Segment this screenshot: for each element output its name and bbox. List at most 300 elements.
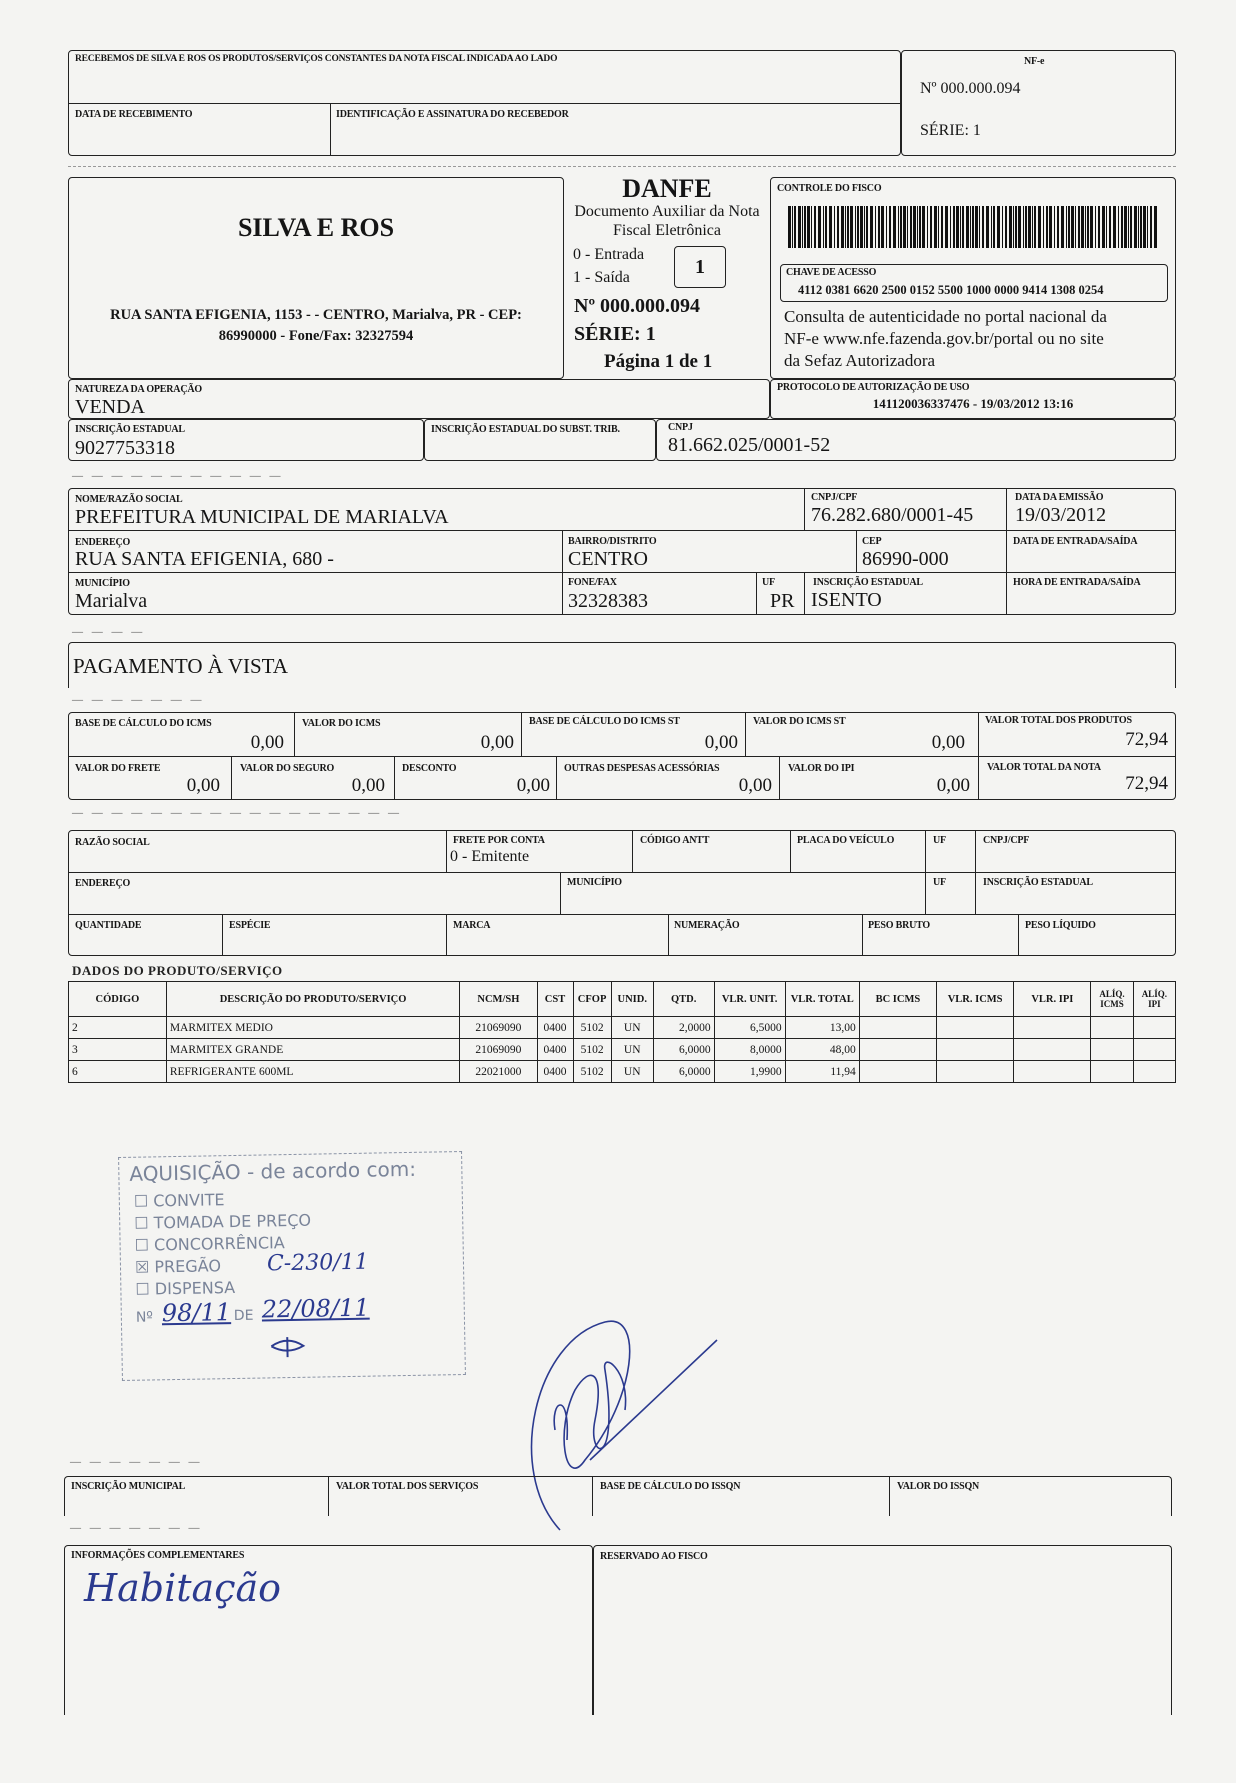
table-cell <box>1091 1039 1133 1061</box>
barcode-bar <box>889 206 891 248</box>
products-table <box>68 981 1176 1083</box>
access-key: 4112 0381 6620 2500 0152 5500 1000 0000 9414 1308 0254 <box>798 283 1104 297</box>
barcode-bar <box>811 206 812 248</box>
table-cell <box>937 1039 1014 1061</box>
barcode-bar <box>1032 206 1033 248</box>
issqn-value-label: VALOR DO ISSQN <box>897 1481 980 1492</box>
barcode-bar <box>993 206 995 248</box>
transport-ie-label: INSCRIÇÃO ESTADUAL <box>983 877 1093 888</box>
barcode-bar <box>825 206 827 248</box>
table-cell: 5102 <box>573 1039 611 1061</box>
barcode-bar <box>834 206 835 248</box>
barcode-bar <box>945 206 948 248</box>
col-cfop: CFOP <box>573 982 611 1017</box>
barcode-bar <box>1109 206 1111 248</box>
barcode-bar <box>1028 206 1031 248</box>
stamp-number-prefix: Nº <box>135 1309 154 1326</box>
recipient-ie-label: INSCRIÇÃO ESTADUAL <box>813 577 923 588</box>
table-cell: 1,9900 <box>714 1061 785 1083</box>
divider <box>975 830 976 914</box>
issuer-address-line2: 86990000 - Fone/Fax: 32327594 <box>218 328 414 344</box>
col-aliq-ipi: ALÍQ. IPI <box>1133 982 1175 1017</box>
barcode-bar <box>855 206 856 248</box>
issqn-section-title: — — — — — — — <box>70 1456 203 1468</box>
col-icms: VLR. ICMS <box>937 982 1014 1017</box>
barcode-bar <box>1154 206 1157 248</box>
table-row <box>69 1039 1176 1061</box>
freight-by: 0 - Emitente <box>450 848 530 865</box>
barcode-bar <box>847 206 849 248</box>
divider <box>68 914 1176 915</box>
barcode-bar <box>829 206 832 248</box>
entry-date-label: DATA DE ENTRADA/SAÍDA <box>1013 536 1138 547</box>
plate-label: PLACA DO VEÍCULO <box>797 835 895 846</box>
transport-cnpj-label: CNPJ/CPF <box>983 835 1030 846</box>
table-cell: MARMITEX MEDIO <box>166 1017 459 1039</box>
ie-value: 9027753318 <box>75 437 175 459</box>
freight: 0,00 <box>186 775 220 796</box>
divider <box>330 103 331 156</box>
danfe-subtitle-1: Documento Auxiliar da Nota <box>574 203 760 220</box>
cut-line <box>68 166 1176 167</box>
carrier-name-label: RAZÃO SOCIAL <box>75 837 150 848</box>
base-icms-st: 0,00 <box>704 732 738 753</box>
cep: 86990-000 <box>862 548 949 570</box>
district: CENTRO <box>568 548 648 570</box>
table-cell: REFRIGERANTE 600ML <box>166 1061 459 1083</box>
barcode-bar <box>798 206 801 248</box>
services-total-label: VALOR TOTAL DOS SERVIÇOS <box>336 1481 479 1492</box>
divider <box>925 830 926 914</box>
table-cell <box>859 1061 936 1083</box>
entry-time-label: HORA DE ENTRADA/SAÍDA <box>1013 577 1141 588</box>
acquisition-stamp <box>118 1151 466 1381</box>
fisco-control-label: CONTROLE DO FISCO <box>777 183 882 194</box>
issuer-box <box>68 177 564 379</box>
barcode-bar <box>1009 206 1012 248</box>
barcode-bar <box>1113 206 1116 248</box>
net-weight-label: PESO LÍQUIDO <box>1025 920 1096 931</box>
discount: 0,00 <box>516 775 550 796</box>
col-unit: UNID. <box>611 982 653 1017</box>
transport-city-label: MUNICÍPIO <box>567 877 622 888</box>
cep-label: CEP <box>862 536 882 547</box>
col-qty: QTD. <box>653 982 714 1017</box>
table-cell: MARMITEX GRANDE <box>166 1039 459 1061</box>
divider <box>446 914 447 956</box>
barcode-bar <box>794 206 796 248</box>
issuer-cnpj-value: 81.662.025/0001-52 <box>668 434 831 456</box>
divider <box>632 830 633 872</box>
gross-weight-label: PESO BRUTO <box>868 920 930 931</box>
barcode-bar <box>792 206 793 248</box>
other-expenses: 0,00 <box>738 775 772 796</box>
reserved-fisco-box <box>593 1545 1172 1715</box>
divider <box>231 756 232 800</box>
divider <box>562 530 563 615</box>
divider <box>745 712 746 756</box>
barcode-bar <box>953 206 955 248</box>
barcode-bar <box>878 206 880 248</box>
transport-uf-label: UF <box>933 835 946 846</box>
total-note: 72,94 <box>1125 773 1168 794</box>
table-cell <box>1133 1039 1175 1061</box>
table-row <box>69 1061 1176 1083</box>
barcode-bar <box>982 206 984 248</box>
ie-label: INSCRIÇÃO ESTADUAL <box>75 424 185 435</box>
ie-st-label: INSCRIÇÃO ESTADUAL DO SUBST. TRIB. <box>431 424 620 435</box>
ipi-label: VALOR DO IPI <box>788 763 855 774</box>
divider <box>889 1476 890 1516</box>
numbering-label: NUMERAÇÃO <box>674 920 740 931</box>
products-header-row <box>69 982 1176 1017</box>
barcode-bar <box>898 206 899 248</box>
barcode-bar <box>837 206 839 248</box>
danfe-exit: 1 - Saída <box>573 269 630 286</box>
divider <box>756 572 757 615</box>
divider <box>668 914 669 956</box>
products-section-title: DADOS DO PRODUTO/SERVIÇO <box>72 963 283 978</box>
barcode-bar <box>1034 206 1036 248</box>
barcode-bar <box>1061 206 1064 248</box>
barcode-bar <box>804 206 806 248</box>
table-cell: UN <box>611 1017 653 1039</box>
barcode-bar <box>1038 206 1041 248</box>
barcode-bar <box>1090 206 1093 248</box>
table-cell <box>859 1017 936 1039</box>
antt-label: CÓDIGO ANTT <box>640 835 710 846</box>
danfe-title: DANFE <box>622 174 712 203</box>
icms-st-label: VALOR DO ICMS ST <box>753 716 846 727</box>
issuer-address-line1: RUA SANTA EFIGENIA, 1153 - - CENTRO, Marialva, PR - CEP: <box>110 307 522 323</box>
divider <box>68 756 1176 757</box>
barcode-bar <box>850 206 853 248</box>
danfe-type-value: 1 <box>695 256 705 278</box>
divider <box>68 572 1176 573</box>
table-cell: 0400 <box>537 1017 573 1039</box>
protocol-label: PROTOCOLO DE AUTORIZAÇÃO DE USO <box>777 382 970 393</box>
barcode-bar <box>845 206 846 248</box>
table-cell <box>937 1061 1014 1083</box>
barcode-bar <box>919 206 921 248</box>
col-ipi: VLR. IPI <box>1014 982 1091 1017</box>
barcode-bar <box>1023 206 1024 248</box>
base-icms: 0,00 <box>250 732 284 753</box>
barcode-bar <box>1121 206 1123 248</box>
barcode-bar <box>941 206 943 248</box>
protocol-value: 141120036337476 - 19/03/2012 13:16 <box>872 396 1074 411</box>
barcode-bar <box>1057 206 1059 248</box>
danfe-number: Nº 000.000.094 <box>574 295 701 317</box>
barcode-bar <box>1043 206 1044 248</box>
barcode-bar <box>1150 206 1152 248</box>
table-cell: 48,00 <box>785 1039 859 1061</box>
payment-method: PAGAMENTO À VISTA <box>73 654 288 678</box>
barcode-bar <box>922 206 925 248</box>
table-cell <box>1133 1061 1175 1083</box>
barcode-bar <box>814 206 816 248</box>
barcode-bar <box>1013 206 1014 248</box>
receipt-date-label: DATA DE RECEBIMENTO <box>75 109 193 120</box>
icms: 0,00 <box>480 732 514 753</box>
barcode-bar <box>886 206 887 248</box>
barcode <box>788 206 1158 248</box>
insurance: 0,00 <box>351 775 385 796</box>
nfe-number: Nº 000.000.094 <box>920 80 1021 97</box>
barcode-bar <box>860 206 863 248</box>
barcode-bar <box>972 206 974 248</box>
city-label: MUNICÍPIO <box>75 578 130 589</box>
nature-value: VENDA <box>75 396 145 418</box>
issuer-cnpj-label: CNPJ <box>668 422 693 433</box>
additional-section-title: — — — — — — — <box>70 1522 203 1534</box>
barcode-bar <box>1015 206 1017 248</box>
barcode-bar <box>857 206 859 248</box>
brand-label: MARCA <box>453 920 491 931</box>
barcode-bar <box>1046 206 1048 248</box>
barcode-bar <box>1068 206 1070 248</box>
divider <box>328 1476 329 1516</box>
table-cell <box>1014 1017 1091 1039</box>
divider <box>779 756 780 800</box>
barcode-bar <box>788 206 791 248</box>
col-total: VLR. TOTAL <box>785 982 859 1017</box>
nature-label: NATUREZA DA OPERAÇÃO <box>75 384 202 395</box>
transport-address-label: ENDEREÇO <box>75 878 131 889</box>
barcode-bar <box>903 206 906 248</box>
table-cell <box>1091 1017 1133 1039</box>
base-icms-label: BASE DE CÁLCULO DO ICMS <box>75 718 212 729</box>
divider <box>1006 488 1007 615</box>
table-cell: 11,94 <box>785 1061 859 1083</box>
barcode-bar <box>1130 206 1132 248</box>
barcode-bar <box>1078 206 1080 248</box>
table-cell <box>1091 1061 1133 1083</box>
barcode-bar <box>979 206 980 248</box>
uf: PR <box>770 590 795 612</box>
barcode-bar <box>1118 206 1119 248</box>
divider <box>521 712 522 756</box>
barcode-bar <box>917 206 918 248</box>
barcode-bar <box>956 206 959 248</box>
stamp-option-tomada: ☐ TOMADA DE PREÇO <box>134 1210 312 1233</box>
table-cell: 21069090 <box>460 1017 537 1039</box>
divider <box>862 914 863 956</box>
recipient-ie: ISENTO <box>811 589 882 611</box>
stamp-option-dispensa: ☐ DISPENSA <box>135 1277 236 1299</box>
barcode-bar <box>802 206 803 248</box>
table-cell: 6,0000 <box>653 1039 714 1061</box>
col-unit-price: VLR. UNIT. <box>714 982 785 1017</box>
barcode-bar <box>910 206 912 248</box>
total-note-label: VALOR TOTAL DA NOTA <box>987 762 1101 773</box>
divider <box>294 712 295 756</box>
divider <box>68 872 1176 873</box>
freight-label: VALOR DO FRETE <box>75 763 161 774</box>
divider <box>804 488 805 530</box>
barcode-bar <box>991 206 992 248</box>
table-cell: UN <box>611 1061 653 1083</box>
quantity-label: QUANTIDADE <box>75 920 142 931</box>
icms-label: VALOR DO ICMS <box>302 718 381 729</box>
city: Marialva <box>75 590 148 612</box>
table-cell: 22021000 <box>460 1061 537 1083</box>
discount-label: DESCONTO <box>402 763 457 774</box>
barcode-bar <box>907 206 908 248</box>
table-cell: 21069090 <box>460 1039 537 1061</box>
divider <box>1018 914 1019 956</box>
barcode-bar <box>1081 206 1084 248</box>
recipient-section-title: — — — — — — — — — — — <box>72 470 284 482</box>
transport-box <box>68 830 1176 956</box>
nfe-series: SÉRIE: 1 <box>920 122 981 139</box>
freight-by-label: FRETE POR CONTA <box>453 835 545 846</box>
stamp-pregao-note: C-230/11 <box>266 1249 369 1277</box>
table-cell: 5102 <box>573 1061 611 1083</box>
barcode-bar <box>1143 206 1146 248</box>
divider <box>68 530 1176 531</box>
invoice-section-title: — — — — <box>72 626 146 638</box>
barcode-bar <box>893 206 896 248</box>
col-bc-icms: BC ICMS <box>859 982 936 1017</box>
barcode-bar <box>807 206 810 248</box>
recipient-address-label: ENDEREÇO <box>75 537 131 548</box>
barcode-bar <box>823 206 824 248</box>
recipient-address: RUA SANTA EFIGENIA, 680 - <box>75 548 334 570</box>
danfe-subtitle-2: Fiscal Eletrônica <box>613 222 721 239</box>
stamp-option-label: PREGÃO <box>154 1256 222 1277</box>
barcode-bar <box>1049 206 1052 248</box>
barcode-bar <box>1018 206 1021 248</box>
stamp-option-label: TOMADA DE PREÇO <box>153 1210 312 1233</box>
stamp-option-label: CONCORRÊNCIA <box>153 1233 285 1255</box>
issqn-base-label: BASE DE CÁLCULO DO ISSQN <box>600 1481 741 1492</box>
transport-section-title: — — — — — — — — — — — — — — — — — <box>72 807 402 819</box>
barcode-bar <box>962 206 964 248</box>
danfe-entry: 0 - Entrada <box>573 246 645 263</box>
divider <box>856 530 857 572</box>
col-aliq-icms: ALÍQ. ICMS <box>1091 982 1133 1017</box>
barcode-bar <box>1087 206 1089 248</box>
divider <box>592 1476 593 1516</box>
stamp-option-label: DISPENSA <box>154 1277 236 1299</box>
table-cell: 6 <box>69 1061 167 1083</box>
barcode-bar <box>913 206 916 248</box>
barcode-bar <box>841 206 844 248</box>
col-description: DESCRIÇÃO DO PRODUTO/SERVIÇO <box>166 982 459 1017</box>
barcode-bar <box>866 206 868 248</box>
divider <box>790 830 791 872</box>
barcode-bar <box>970 206 971 248</box>
recipient-name: PREFEITURA MUNICIPAL DE MARIALVA <box>75 506 449 528</box>
col-code: CÓDIGO <box>69 982 167 1017</box>
phone: 32328383 <box>568 590 648 612</box>
reserved-fisco-label: RESERVADO AO FISCO <box>600 1551 708 1562</box>
table-cell: UN <box>611 1039 653 1061</box>
barcode-bar <box>950 206 951 248</box>
barcode-bar <box>1025 206 1027 248</box>
phone-label: FONE/FAX <box>568 577 617 588</box>
barcode-bar <box>927 206 928 248</box>
barcode-bar <box>997 206 1000 248</box>
total-products-label: VALOR TOTAL DOS PRODUTOS <box>985 715 1132 726</box>
barcode-bar <box>1102 206 1105 248</box>
col-ncm: NCM/SH <box>460 982 537 1017</box>
other-expenses-label: OUTRAS DESPESAS ACESSÓRIAS <box>564 763 720 774</box>
danfe-type-box <box>674 246 726 288</box>
table-cell: 6,0000 <box>653 1061 714 1083</box>
barcode-bar <box>986 206 989 248</box>
barcode-bar <box>1128 206 1129 248</box>
municipal-registration-label: INSCRIÇÃO MUNICIPAL <box>71 1481 186 1492</box>
divider <box>446 830 447 872</box>
table-cell <box>1014 1061 1091 1083</box>
barcode-bar <box>1075 206 1076 248</box>
stamp-number: 98/11 <box>161 1298 232 1328</box>
barcode-bar <box>870 206 873 248</box>
access-key-label: CHAVE DE ACESSO <box>786 267 877 278</box>
table-cell <box>859 1039 936 1061</box>
consult-line-2: NF-e www.nfe.fazenda.gov.br/portal ou no site <box>784 329 1104 348</box>
table-cell: 8,0000 <box>714 1039 785 1061</box>
issuer-name: SILVA E ROS <box>237 213 395 242</box>
receipt-signature-label: IDENTIFICAÇÃO E ASSINATURA DO RECEBEDOR <box>336 109 569 120</box>
divider <box>222 914 223 956</box>
table-row <box>69 1017 1176 1039</box>
stamp-title: AQUISIÇÃO - de acordo com: <box>129 1156 417 1186</box>
barcode-bar <box>1134 206 1137 248</box>
ipi: 0,00 <box>936 775 970 796</box>
complementary-info-label: INFORMAÇÕES COMPLEMENTARES <box>71 1550 245 1561</box>
divider <box>978 712 979 800</box>
species-label: ESPÉCIE <box>229 920 271 931</box>
barcode-bar <box>975 206 978 248</box>
table-cell: 5102 <box>573 1017 611 1039</box>
barcode-bar <box>966 206 969 248</box>
recipient-cnpj: 76.282.680/0001-45 <box>811 504 974 526</box>
table-cell <box>937 1017 1014 1039</box>
stamp-option-label: CONVITE <box>153 1190 225 1211</box>
consult-line-1: Consulta de autenticidade no portal nacional da <box>784 307 1107 326</box>
col-cst: CST <box>537 982 573 1017</box>
table-cell: 3 <box>69 1039 167 1061</box>
table-cell: 6,5000 <box>714 1017 785 1039</box>
divider <box>560 872 561 914</box>
danfe-page: Página 1 de 1 <box>604 351 713 372</box>
stamp-option-convite: ☐ CONVITE <box>133 1190 225 1211</box>
barcode-bar <box>1071 206 1074 248</box>
barcode-bar <box>1095 206 1096 248</box>
table-cell: 13,00 <box>785 1017 859 1039</box>
barcode-bar <box>938 206 939 248</box>
barcode-bar <box>881 206 884 248</box>
issue-date-label: DATA DA EMISSÃO <box>1015 492 1104 503</box>
barcode-bar <box>1066 206 1067 248</box>
district-label: BAIRRO/DISTRITO <box>568 536 657 547</box>
stamp-initials <box>267 1333 307 1360</box>
issue-date: 19/03/2012 <box>1015 504 1107 526</box>
barcode-bar <box>1002 206 1003 248</box>
barcode-bar <box>1147 206 1148 248</box>
table-cell: 2 <box>69 1017 167 1039</box>
divider <box>556 756 557 800</box>
receipt-declaration: RECEBEMOS DE SILVA E ROS OS PRODUTOS/SERVIÇOS CONSTANTES DA NOTA FISCAL INDICADA AO LADO <box>75 54 558 64</box>
barcode-bar <box>930 206 932 248</box>
recipient-name-label: NOME/RAZÃO SOCIAL <box>75 494 183 505</box>
barcode-bar <box>1124 206 1127 248</box>
divider <box>68 103 901 104</box>
icms-st: 0,00 <box>931 732 965 753</box>
